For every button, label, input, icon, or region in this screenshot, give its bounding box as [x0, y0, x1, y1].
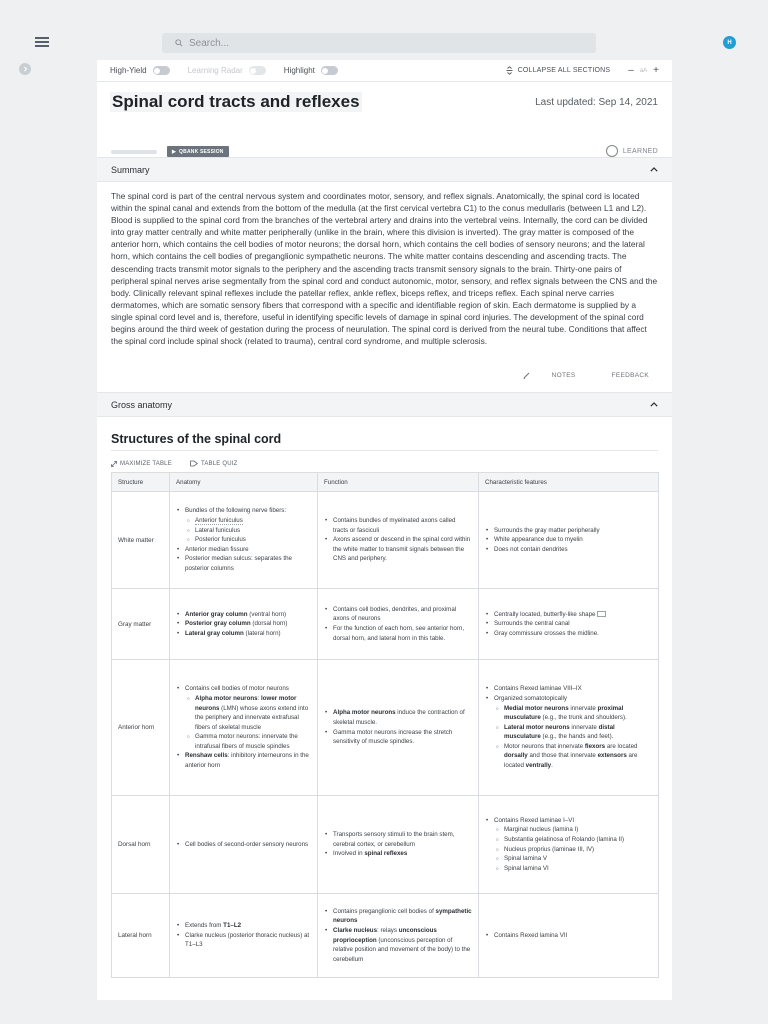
list-item: [333, 624, 472, 643]
list-item: [494, 535, 652, 545]
list-item: [494, 629, 652, 639]
font-size-label: aA: [639, 67, 648, 74]
list-item: [333, 907, 472, 926]
list-item-text: Nucleus proprius (laminae III, IV): [504, 845, 595, 853]
list-item-text: Cell bodies of second-order sensory neurons: [185, 840, 309, 848]
article-toolbar: [97, 60, 672, 82]
gross-anatomy-heading: Gross anatomy: [111, 399, 173, 410]
collapse-all-button[interactable]: [506, 66, 611, 75]
list-item-text: Motor neurons that innervate: [504, 742, 585, 750]
list-item: [195, 516, 311, 526]
list-item: [333, 926, 472, 964]
list-item-bold: spinal reflexes: [364, 850, 408, 858]
list-item: [185, 751, 311, 770]
collapse-all-label: COLLAPSE ALL SECTIONS: [517, 67, 611, 74]
list-item-bold: extensors: [597, 752, 627, 760]
learning-radar-switch[interactable]: [249, 66, 266, 75]
list-item-text: : inhibitory interneurons in the anterior horn: [185, 752, 309, 770]
search-input[interactable]: [189, 38, 569, 49]
table-row: [112, 796, 659, 894]
column-header: Function: [318, 473, 479, 492]
high-yield-label: High-Yield: [110, 66, 147, 75]
learned-label: LEARNED: [622, 147, 658, 155]
table-row: [112, 589, 659, 660]
list-item-bold: Clarke nucleus: [333, 926, 378, 934]
list-item-bold: dorsally: [504, 752, 528, 760]
list-item: [185, 506, 311, 544]
list-item: [333, 708, 472, 727]
list-item: [185, 684, 311, 751]
list-item-text: : relays: [377, 926, 399, 934]
structures-table: [111, 472, 659, 978]
collapse-icon: [506, 66, 513, 75]
structure-cell: Lateral horn: [112, 894, 170, 978]
summary-actions: [97, 359, 672, 393]
list-item-text: Contains cell bodies, dendrites, and proximal axons of neurons: [333, 605, 457, 623]
list-item: [504, 835, 652, 845]
list-item-text: Lateral funiculus: [195, 526, 241, 534]
list-item: [494, 610, 652, 620]
table-row: [112, 894, 659, 978]
column-header: Structure: [112, 473, 170, 492]
chevron-up-icon[interactable]: [650, 402, 658, 407]
quiz-tag-icon: [190, 460, 198, 467]
list-item: [333, 849, 472, 859]
search-box[interactable]: [162, 33, 596, 53]
article-card: [97, 60, 672, 1000]
list-item-text: Involved in: [333, 850, 365, 858]
list-item: [185, 545, 311, 555]
structure-cell: Dorsal horn: [112, 796, 170, 894]
list-item: [494, 694, 652, 771]
hamburger-menu-icon[interactable]: [35, 37, 49, 47]
list-item-text: are located: [504, 752, 638, 770]
list-item: [185, 629, 311, 639]
list-item-text: White appearance due to myelin: [494, 536, 583, 544]
list-item-text: are located: [605, 742, 638, 750]
table-quiz-label: TABLE QUIZ: [200, 460, 238, 467]
summary-section-header[interactable]: [97, 158, 672, 182]
list-item: [494, 545, 652, 555]
list-item-bold: Alpha motor neurons: [333, 709, 396, 717]
list-item-text: Organized somatotopically: [494, 694, 567, 702]
list-item: [494, 931, 652, 941]
list-item: [504, 723, 652, 742]
list-item-bold: unconscious proprioception: [333, 926, 437, 944]
play-icon: ▶: [172, 148, 177, 155]
list-item-text: Does not contain dendrites: [494, 545, 568, 553]
list-item-text: (ventral horn): [247, 610, 287, 618]
list-item-text: (LMN) whose axons extend into the periphery and innervate extrafusal fibers of skeletal muscle: [195, 704, 309, 731]
features-cell: [479, 796, 659, 894]
list-item-text: Posterior funiculus: [195, 536, 246, 544]
list-item-text: Surrounds the gray matter peripherally: [494, 526, 600, 534]
list-item-text: Contains Rexed lamina VII: [494, 931, 568, 939]
summary-heading: Summary: [111, 164, 150, 175]
table-row: [112, 492, 659, 589]
list-item: [504, 854, 652, 864]
table-actions: [97, 451, 672, 472]
table-quiz-button[interactable]: [190, 460, 247, 467]
structure-cell: White matter: [112, 492, 170, 589]
function-cell: [318, 660, 479, 796]
list-item: [504, 742, 652, 771]
list-item-text: Spinal lamina V: [504, 855, 547, 863]
anatomy-cell: [170, 589, 318, 660]
list-item-text: (e.g., the trunk and shoulders).: [540, 714, 627, 722]
list-item-bold: sympathetic neurons: [333, 907, 472, 925]
list-item: [504, 825, 652, 835]
image-icon[interactable]: [597, 611, 606, 617]
list-item-bold: proximal musculature: [504, 704, 624, 722]
highlight-toggle[interactable]: [284, 66, 338, 75]
list-item: [333, 535, 472, 564]
highlight-label: Highlight: [283, 66, 315, 75]
list-item-bold: Renshaw cells: [185, 752, 228, 760]
features-cell: [479, 589, 659, 660]
list-item-text: Axons ascend or descend in the spinal cord within the white matter to transmit signals between the CNS and periphery.: [333, 536, 471, 563]
learned-toggle[interactable]: [606, 145, 658, 157]
list-item-bold: distal musculature: [504, 723, 615, 741]
list-item: [195, 526, 311, 536]
list-item-text: Contains preganglionic cell bodies of: [333, 907, 436, 915]
features-cell: [479, 660, 659, 796]
list-item-text: Marginal nucleus (lamina I): [504, 826, 579, 834]
list-item: [195, 535, 311, 545]
column-header: Characteristic features: [479, 473, 659, 492]
function-cell: [318, 796, 479, 894]
list-item-text: Spinal lamina VI: [504, 864, 549, 872]
list-item-text: Extends from: [185, 922, 224, 930]
zoom-in-button[interactable]: +: [653, 65, 659, 76]
sidebar-expand-handle[interactable]: [19, 63, 31, 75]
list-item: [333, 516, 472, 535]
expand-arrows-icon: [111, 461, 117, 467]
article-header: [97, 82, 672, 158]
list-item-bold: Lateral motor neurons: [504, 723, 570, 731]
table-row: [112, 660, 659, 796]
gross-anatomy-section-header[interactable]: [97, 393, 672, 417]
anatomy-cell: [170, 660, 318, 796]
top-bar: [0, 0, 768, 58]
features-cell: [479, 894, 659, 978]
highlight-switch[interactable]: [321, 66, 338, 75]
maximize-table-label: MAXIMIZE TABLE: [120, 460, 172, 467]
list-item-bold: Anterior gray column: [185, 610, 248, 618]
list-item-text: Posterior median sulcus: separates the posterior columns: [185, 555, 292, 572]
list-item-bold: lower motor neurons: [195, 694, 297, 712]
list-item-bold: Medial motor neurons: [504, 704, 569, 712]
list-item-text: Contains cell bodies of motor neurons: [185, 685, 289, 693]
list-item-text: Contains bundles of myelinated axons called tracts or fasciculi: [333, 517, 456, 534]
list-item-text: Anterior median fissure: [185, 545, 249, 553]
list-item-text: Contains Rexed laminae I–VI: [494, 816, 575, 824]
chevron-up-icon[interactable]: [650, 167, 658, 172]
list-item-bold: Posterior gray column: [185, 620, 251, 628]
list-item-text: :: [257, 694, 262, 702]
anatomy-cell: [170, 894, 318, 978]
list-item-text: innervate: [568, 704, 598, 712]
list-item: [504, 845, 652, 855]
feedback-button[interactable]: [594, 372, 649, 379]
list-item-text: Transports sensory stimuli to the brain stem, cerebral cortex, or cerebellum: [333, 831, 455, 848]
list-item: [185, 619, 311, 629]
list-item-text: Gray commissure crosses the midline.: [494, 629, 599, 637]
list-item: [333, 728, 472, 747]
list-item-bold: flexors: [584, 742, 606, 750]
list-item: [333, 830, 472, 849]
list-item-text: Gamma motor neurons: innervate the intrafusal fibers of muscle spindles: [195, 733, 298, 750]
list-item-bold: T1–L2: [223, 922, 242, 930]
list-item-text: Substantia gelatinosa of Rolando (lamina II): [504, 835, 625, 843]
structure-cell: Gray matter: [112, 589, 170, 660]
maximize-table-button[interactable]: [111, 461, 181, 467]
list-item-text: Clarke nucleus (posterior thoracic nucleus) at T1–L3: [185, 931, 310, 949]
zoom-out-button[interactable]: –: [628, 65, 634, 76]
learned-circle-icon: [606, 145, 618, 157]
list-item-text: and those that innervate: [527, 752, 598, 760]
list-item-bold: ventrally: [525, 762, 552, 770]
anatomy-cell: [170, 796, 318, 894]
column-header: Anatomy: [170, 473, 318, 492]
article-title: Spinal cord tracts and reflexes: [112, 92, 360, 111]
list-item: [494, 526, 652, 536]
chevron-right-icon: [23, 66, 28, 72]
list-item: [333, 605, 472, 624]
list-item-text: (e.g., the hands and feet).: [540, 733, 614, 741]
function-cell: [318, 894, 479, 978]
list-item-text: For the function of each horn, see anterior horn, dorsal horn, and lateral horn in this table.: [333, 625, 465, 642]
list-item-text: Centrally located, butterfly-like shape: [494, 610, 596, 618]
list-item-text: induce the contraction of skeletal muscle.: [333, 709, 465, 726]
list-item-text: (unconscious perception of relative position and movement of the body) to the cerebellum: [333, 936, 471, 963]
list-item: [195, 694, 311, 732]
list-item-bold: Lateral gray column: [185, 629, 244, 637]
list-item: [494, 816, 652, 874]
list-item: [504, 864, 652, 874]
list-item-text: (dorsal horn): [250, 620, 288, 628]
list-item-link[interactable]: Anterior funiculus: [195, 517, 243, 525]
subsection-title: Structures of the spinal cord: [111, 432, 658, 451]
high-yield-toggle[interactable]: [110, 66, 170, 75]
feedback-label: FEEDBACK: [611, 372, 649, 379]
notes-button[interactable]: [523, 372, 576, 379]
font-size-control: [628, 65, 659, 76]
list-item: [494, 684, 652, 694]
list-item: [185, 840, 311, 850]
search-icon: [175, 39, 183, 47]
list-item-text: .: [551, 762, 553, 770]
list-item: [195, 732, 311, 751]
list-item-text: Contains Rexed laminae VIII–IX: [494, 685, 582, 693]
learning-radar-label: Learning Radar: [187, 66, 243, 75]
list-item-text: Bundles of the following nerve fibers:: [185, 507, 287, 515]
list-item: [185, 931, 311, 950]
structure-cell: Anterior horn: [112, 660, 170, 796]
qbank-session-button[interactable]: [167, 146, 229, 157]
summary-text: The spinal cord is part of the central nervous system and coordinates motor, sensory, and reflex signals. Anatomically, the spinal cord is located within the spinal canal and extends from the bottom of the medulla (at the first cervical vertebra C1) to the conus medullaris (between L1 and L2). Blood is supplied to the spinal cord from the branches of the vertebral artery and drains into the vertebral veins. Internally, the cord can be divided into gray matter centrally and white matter peripherally (unlike in the brain, where this division is inverted). The gray matter is composed of the anterior horn, which contains the cell bodies of motor neurons; the dorsal horn, which contains the cell bodies of sensory neurons; and the lateral horn, which contains the cell bodies of preganglionic sympathetic neurons. The white matter contains descending and ascending tracts. The descending tracts transmit motor signals to the periphery and the ascending tracts transmit sensory signals to the brain. Thirty-one pairs of peripheral spinal nerves arise segmentally from the spinal cord and conduct autonomic, motor, sensory, and reflex signals between the CNS and the body. Clinically relevant spinal reflexes include the patellar reflex, ankle reflex, biceps reflex, and triceps reflex. Each spinal nerve carries dermatomes, which are somatic sensory fibers that correspond with a specific and identifiable region of skin. Each dermatome is supplied by a single spinal cord level and is, therefore, useful in identifying specific levels of damage in spinal cord injuries. The development of the spinal cord begins around the third week of gestation during the process of neurulation. The spinal cord is derived from the neural tube. Conditions that affect the spinal cord include spinal shock (related to trauma), central cord syndrome, and multiple sclerosis.: [111, 191, 658, 347]
function-cell: [318, 589, 479, 660]
pencil-icon: [523, 372, 530, 379]
list-item: [185, 610, 311, 620]
learning-radar-toggle[interactable]: [188, 66, 266, 75]
list-item: [494, 619, 652, 629]
table-header-row: [112, 473, 659, 492]
list-item-text: Gamma motor neurons increase the stretch sensitivity of muscle spindles.: [333, 728, 453, 746]
anatomy-cell: [170, 492, 318, 589]
high-yield-switch[interactable]: [153, 66, 170, 75]
features-cell: [479, 492, 659, 589]
list-item: [185, 554, 311, 573]
last-updated: Last updated: Sep 14, 2021: [535, 97, 658, 108]
notes-label: NOTES: [551, 372, 576, 379]
function-cell: [318, 492, 479, 589]
list-item: [504, 704, 652, 723]
list-item-text: (lateral horn): [243, 629, 281, 637]
list-item-text: Surrounds the central canal: [494, 620, 570, 628]
list-item-bold: Alpha motor neurons: [195, 694, 258, 702]
avatar[interactable]: H: [723, 36, 736, 49]
list-item-text: innervate: [569, 723, 599, 731]
qbank-session-label: QBANK SESSION: [179, 148, 224, 155]
progress-bar: [111, 150, 157, 154]
list-item: [185, 921, 311, 931]
